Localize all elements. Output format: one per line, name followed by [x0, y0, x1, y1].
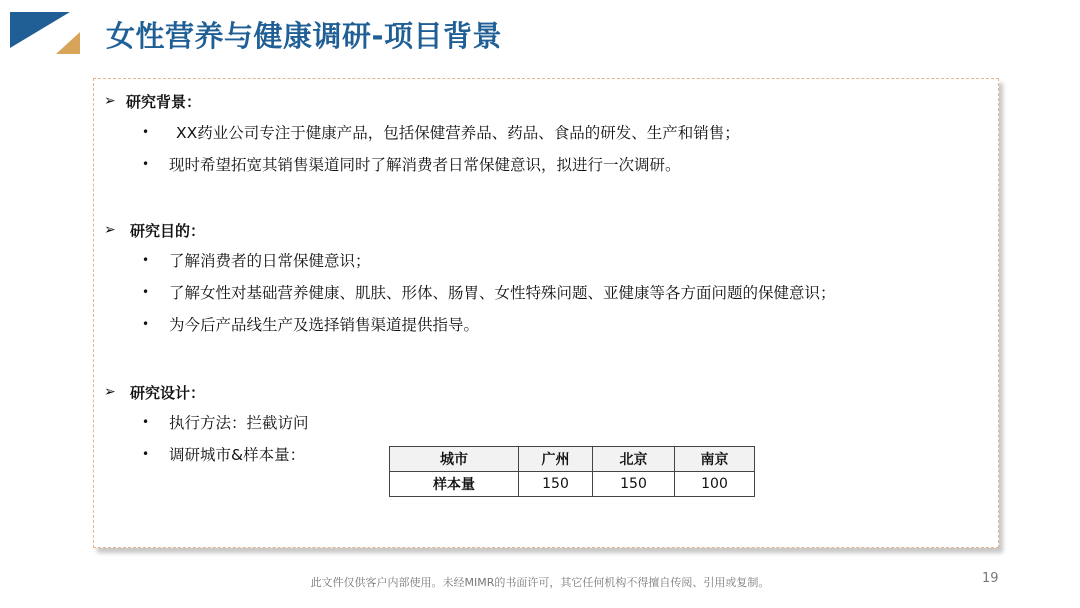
- table-row: [390, 472, 755, 497]
- bullet-text: 执行方法：拦截访问: [169, 414, 309, 432]
- table-cell: 150: [519, 472, 593, 497]
- bullet-text: XX药业公司专注于健康产品，包括保健营养品、药品、食品的研发、生产和销售；: [176, 124, 740, 142]
- logo-blue-triangle: [10, 12, 70, 48]
- bullet-dot-icon: •: [142, 317, 150, 331]
- table-header-cell: 北京: [593, 447, 675, 472]
- table-header-cell: 南京: [675, 447, 755, 472]
- arrow-right-icon: ➢: [104, 384, 116, 400]
- logo-gold-triangle: [56, 32, 80, 54]
- table-header-row: [390, 447, 755, 472]
- sample-size-table: [389, 446, 755, 497]
- section-purpose: [104, 219, 836, 340]
- slide-title: 女性营养与健康调研-项目背景: [106, 19, 503, 53]
- list-item: [104, 438, 309, 470]
- table-cell: 100: [675, 472, 755, 497]
- list-item: [104, 406, 309, 438]
- table-row-label: 样本量: [390, 472, 519, 497]
- table-cell: 150: [593, 472, 675, 497]
- bullet-text: 为今后产品线生产及选择销售渠道提供指导。: [169, 316, 480, 334]
- table-header-cell: 城市: [390, 447, 519, 472]
- content-card: [93, 78, 999, 548]
- list-item: [104, 244, 836, 276]
- bullet-text: 现时希望拓宽其销售渠道同时了解消费者日常保健意识，拟进行一次调研。: [169, 156, 681, 174]
- table-header-cell: 广州: [519, 447, 593, 472]
- list-item: [104, 116, 740, 148]
- bullet-dot-icon: •: [142, 253, 150, 267]
- bullet-dot-icon: •: [142, 157, 150, 171]
- footer-note: 此文件仅供客户内部使用。未经MIMR的书面许可，其它任何机构不得擅自传阅、引用或复制。: [310, 576, 770, 589]
- bullet-dot-icon: •: [142, 447, 150, 461]
- bullet-text: 调研城市&样本量：: [169, 446, 306, 464]
- section-heading: [104, 90, 740, 112]
- bullet-text: 了解女性对基础营养健康、肌肤、形体、肠胃、女性特殊问题、亚健康等各方面问题的保健意识；: [169, 284, 836, 302]
- section-heading-label: 研究目的：: [130, 221, 206, 240]
- list-item: [104, 276, 836, 308]
- arrow-right-icon: ➢: [104, 93, 116, 109]
- bullet-dot-icon: •: [142, 125, 150, 139]
- section-design: [104, 381, 309, 470]
- page-number: 19: [982, 571, 999, 586]
- arrow-right-icon: ➢: [104, 222, 116, 238]
- section-heading: [104, 381, 309, 403]
- section-heading: [104, 219, 836, 241]
- section-heading-label: 研究设计：: [130, 383, 206, 402]
- list-item: [104, 308, 836, 340]
- bullet-dot-icon: •: [142, 285, 150, 299]
- bullet-text: 了解消费者的日常保健意识；: [169, 252, 371, 270]
- section-background: [104, 90, 740, 180]
- bullet-dot-icon: •: [142, 415, 150, 429]
- section-heading-label: 研究背景：: [126, 92, 202, 111]
- list-item: [104, 148, 740, 180]
